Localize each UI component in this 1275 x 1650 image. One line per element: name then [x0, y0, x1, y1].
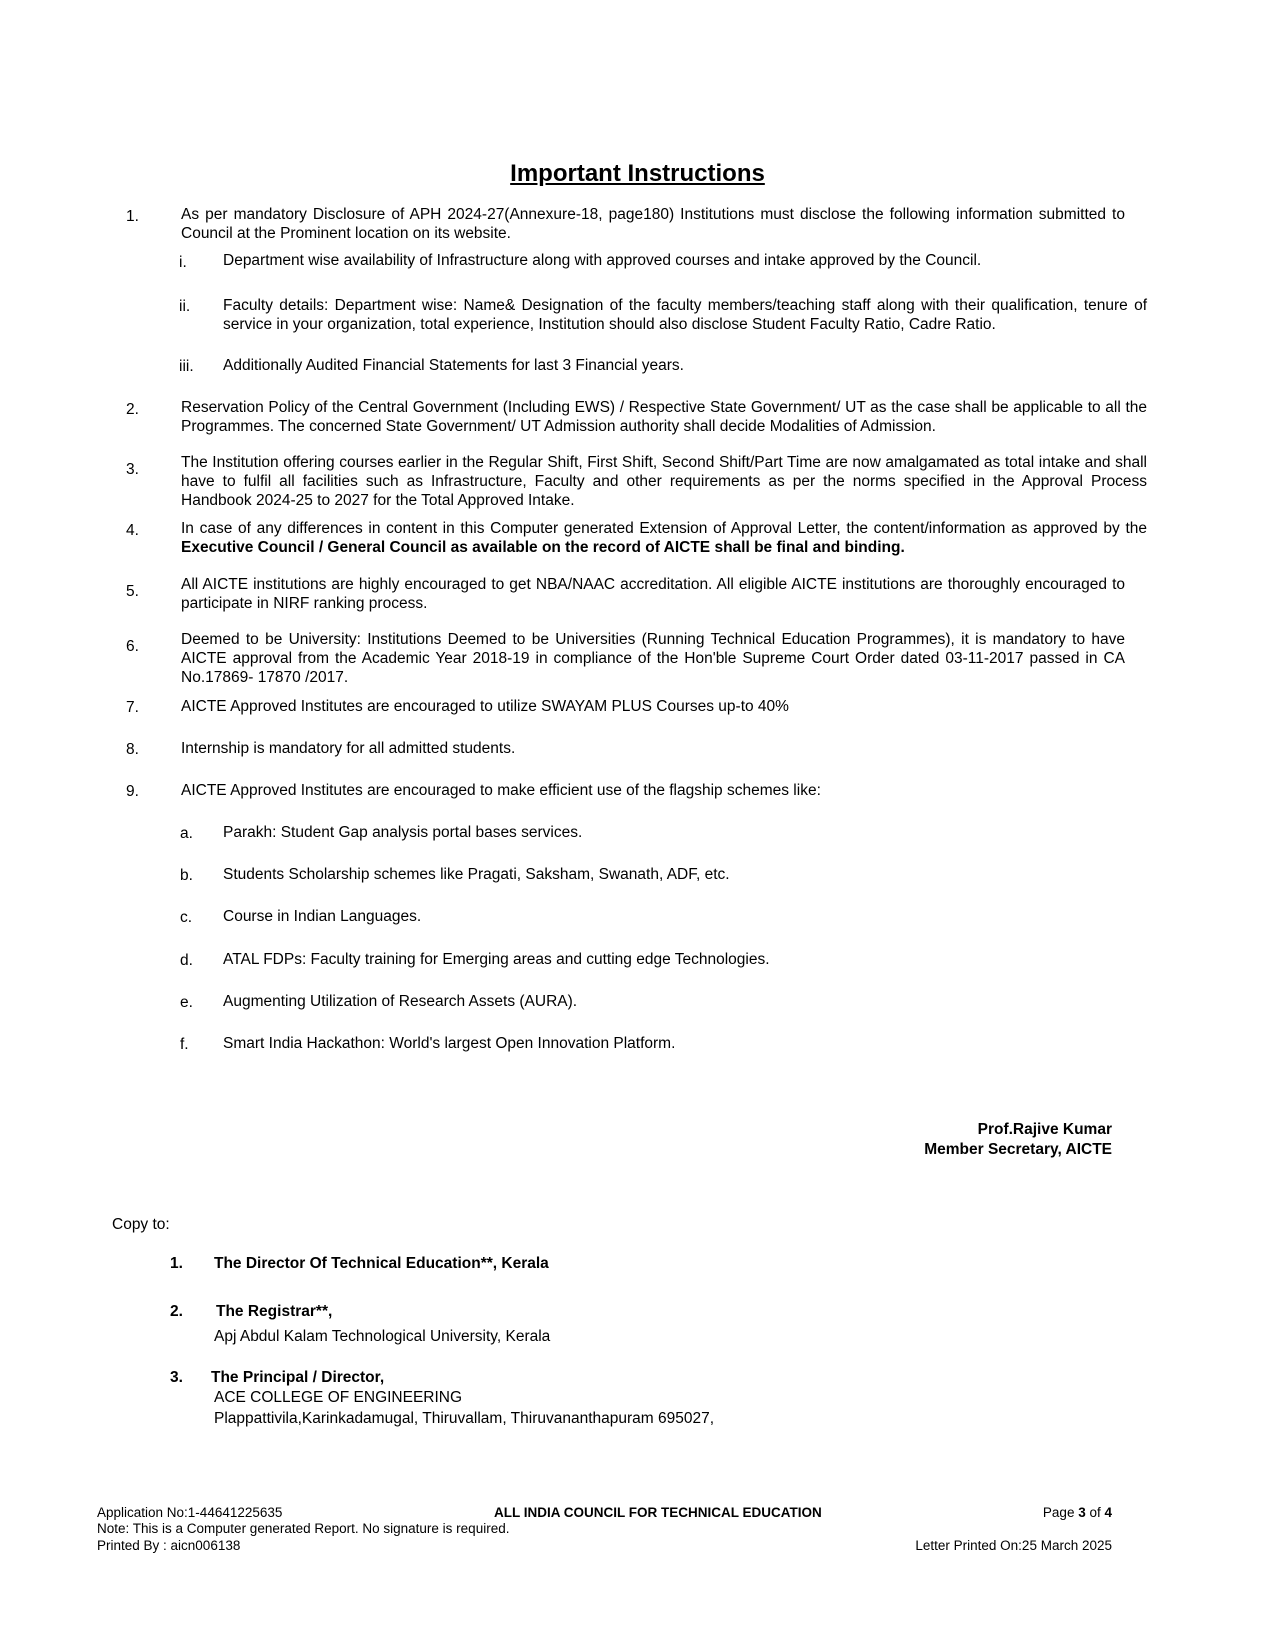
copy-to-address-line: ACE COLLEGE OF ENGINEERING: [214, 1389, 463, 1406]
copy-to-number: 2.: [170, 1303, 183, 1320]
signatory-block: [924, 1120, 1112, 1160]
item-number: 1.: [126, 208, 139, 225]
sub-item-number: i.: [179, 254, 187, 271]
item-text: Internship is mandatory for all admitted students.: [181, 740, 516, 757]
item-text: AICTE Approved Institutes are encouraged to utilize SWAYAM PLUS Courses up-to 40%: [181, 698, 789, 715]
sub-item-text: Additionally Audited Financial Statements for last 3 Financial years.: [223, 357, 684, 374]
footer-note: Note: This is a Computer generated Report. No signature is required.: [97, 1521, 510, 1536]
sub-item-text: ATAL FDPs: Faculty training for Emerging areas and cutting edge Technologies.: [223, 951, 770, 968]
copy-to-number: 3.: [170, 1369, 183, 1386]
item-text-bold: Executive Council / General Council as available on the record of AICTE shall be final and binding.: [181, 539, 905, 556]
signatory-designation: Member Secretary, AICTE: [924, 1141, 1112, 1158]
copy-to-address-line: Plappattivila,Karinkadamugal, Thiruvallam, Thiruvananthapuram 695027,: [214, 1410, 715, 1427]
item-text: [181, 519, 1147, 557]
item-number: 9.: [126, 783, 139, 800]
item-text: The Institution offering courses earlier in the Regular Shift, First Shift, Second Shift/Part Time are now amalgamated as total intake and shall have to fulfil all facilities such as Infrastructure, Faculty and other requirements as per the norms specified in the Approval Process Handbook 2024-25 to 2027 for the Total Approved Intake.: [181, 454, 1147, 509]
sub-item-number: f.: [180, 1036, 189, 1053]
item-number: 3.: [126, 461, 139, 478]
sub-item-text: Faculty details: Department wise: Name& Designation of the faculty members/teaching staff along with their qualification, tenure of service in your organization, total experience, Institution should also disclose Student Faculty Ratio, Cadre Ratio.: [223, 297, 1147, 333]
signatory-name: Prof.Rajive Kumar: [977, 1121, 1112, 1138]
footer-printed-by: Printed By : aicn006138: [97, 1538, 241, 1553]
item-text: Deemed to be University: Institutions Deemed to be Universities (Running Technical Education Programmes), it is mandatory to have AICTE approval from the Academic Year 2018-19 in compliance of the Hon'ble Supreme Court Order dated 03-11-2017 passed in CA No.17869- 17870 /2017.: [181, 631, 1125, 686]
item-text: Reservation Policy of the Central Government (Including EWS) / Respective State Government/ UT as the case shall be applicable to all the Programmes. The concerned State Government/ UT Admission authority shall decide Modalities of Admission.: [181, 399, 1147, 435]
copy-to-number: 1.: [170, 1255, 183, 1272]
item-number: 4.: [126, 522, 139, 539]
item-text: All AICTE institutions are highly encouraged to get NBA/NAAC accreditation. All eligible AICTE institutions are thoroughly encouraged to participate in NIRF ranking process.: [181, 576, 1125, 612]
sub-item-number: a.: [180, 825, 193, 842]
sub-item-text: Students Scholarship schemes like Pragati, Saksham, Swanath, ADF, etc.: [223, 866, 730, 883]
item-number: 7.: [126, 699, 139, 716]
page-total: 4: [1104, 1505, 1112, 1520]
copy-to-recipient: The Director Of Technical Education**, Kerala: [214, 1255, 549, 1272]
item-number: 2.: [126, 401, 139, 418]
sub-item-number: iii.: [179, 358, 194, 375]
copy-to-recipient: The Principal / Director,: [211, 1369, 385, 1386]
item-number: 6.: [126, 638, 139, 655]
footer-printed-on: Letter Printed On:25 March 2025: [915, 1538, 1112, 1553]
sub-item-number: e.: [180, 994, 193, 1011]
copy-to-recipient: The Registrar**,: [216, 1303, 333, 1320]
page-of: of: [1085, 1505, 1105, 1520]
sub-item-number: b.: [180, 867, 193, 884]
footer-council-name: ALL INDIA COUNCIL FOR TECHNICAL EDUCATION: [494, 1505, 822, 1520]
copy-to-label: Copy to:: [112, 1216, 170, 1233]
footer-application-no: Application No:1-44641225635: [97, 1505, 283, 1520]
copy-to-address-line: Apj Abdul Kalam Technological University, Kerala: [214, 1328, 551, 1345]
sub-item-number: d.: [180, 952, 193, 969]
footer-page-number: [1043, 1505, 1112, 1522]
page-prefix: Page: [1042, 1505, 1079, 1520]
sub-item-text: Augmenting Utilization of Research Assets (AURA).: [223, 993, 578, 1010]
item-text: AICTE Approved Institutes are encouraged to make efficient use of the flagship schemes like:: [181, 782, 821, 799]
page-current: 3: [1078, 1505, 1086, 1520]
item-text-regular: In case of any differences in content in this Computer generated Extension of Approval Letter, the content/information as approved by the: [181, 520, 1147, 537]
sub-item-number: ii.: [179, 298, 191, 315]
item-number: 8.: [126, 741, 139, 758]
page-title: Important Instructions: [510, 160, 765, 187]
sub-item-text: Department wise availability of Infrastructure along with approved courses and intake approved by the Council.: [223, 252, 982, 269]
sub-item-text: Parakh: Student Gap analysis portal bases services.: [223, 824, 583, 841]
sub-item-text: Course in Indian Languages.: [223, 908, 422, 925]
item-number: 5.: [126, 583, 139, 600]
sub-item-number: c.: [180, 909, 193, 926]
sub-item-text: Smart India Hackathon: World's largest Open Innovation Platform.: [223, 1035, 676, 1052]
item-text: As per mandatory Disclosure of APH 2024-27(Annexure-18, page180) Institutions must disclose the following information submitted to Council at the Prominent location on its website.: [181, 206, 1125, 242]
